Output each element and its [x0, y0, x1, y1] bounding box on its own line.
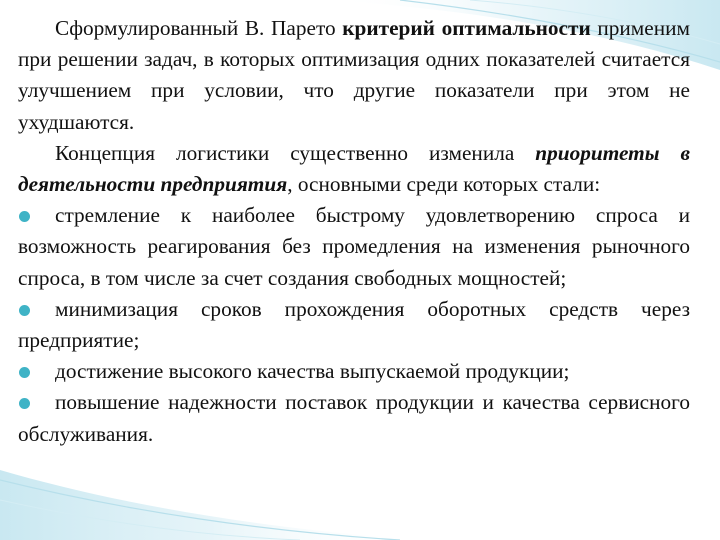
bullet-dot-icon	[19, 211, 30, 222]
list-item-text: достижение высокого качества выпускаемой продукции;	[55, 359, 570, 384]
bullet-dot-icon	[19, 398, 30, 409]
list-item	[18, 200, 690, 294]
list-item	[18, 356, 690, 387]
pareto-criterion-term: критерий оптимальности	[342, 16, 591, 40]
bullet-dot-icon	[19, 367, 30, 378]
list-item-text: повышение надежности поставок продукции и качества сервисного обслуживания.	[18, 390, 690, 446]
priorities-term: приоритеты в деятельности предприятия	[18, 140, 690, 197]
paragraph-logistics	[18, 138, 690, 200]
logistics-text-start: Концепция логистики существенно изменила	[55, 140, 536, 165]
pareto-text-start: Сформулированный В. Парето	[55, 16, 343, 40]
list-item	[18, 387, 690, 449]
bullet-dot-icon	[19, 305, 30, 316]
text-body	[18, 13, 690, 450]
list-item-text: минимизация сроков прохождения оборотных средств через предприятие;	[18, 296, 690, 353]
list-item-text: стремление к наиболее быстрому удовлетворению спроса и возможность реагирования без промедления на изменения рыночного спроса, в том числе за счет создания свободных мощностей;	[18, 203, 690, 290]
paragraph-pareto	[18, 13, 690, 138]
pareto-text-end: применим при решении задач, в которых оптимизация одних показателей считается улучшением при условии, что другие показатели при этом не ухудшаются.	[18, 16, 691, 134]
logistics-text-end: , основными среди которых стали:	[287, 172, 601, 197]
bottom-swoosh	[0, 470, 420, 540]
list-item	[18, 294, 690, 356]
